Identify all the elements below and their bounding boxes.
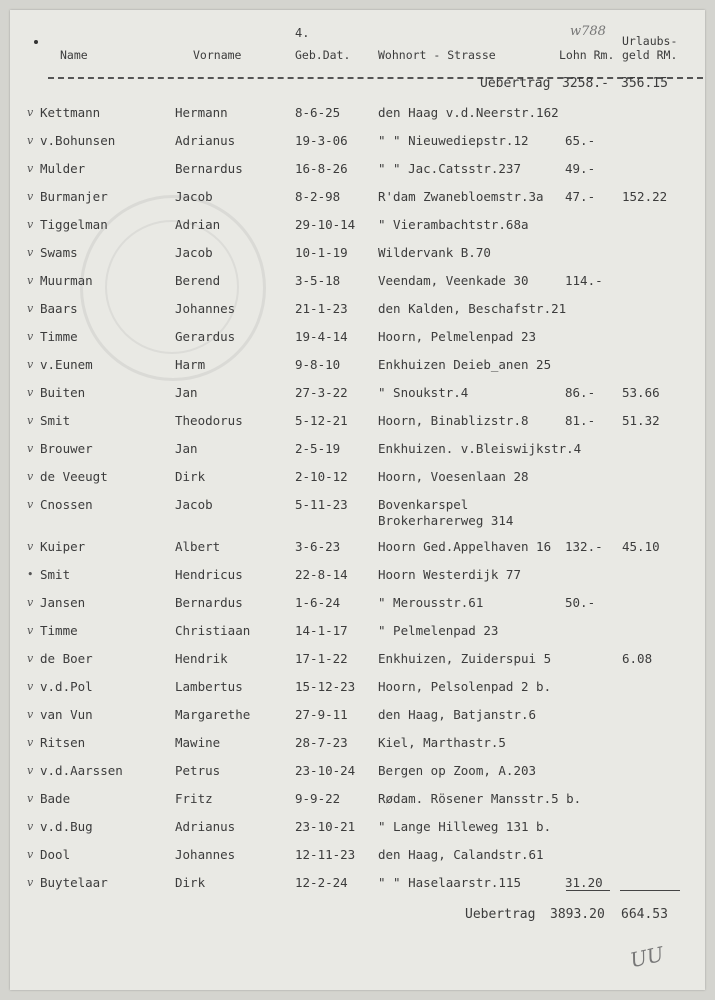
cell-lohn: 86.- <box>565 385 596 400</box>
check-mark: v <box>27 540 34 553</box>
cell-name: Kuiper <box>40 539 86 554</box>
cell-geb-dat: 10-1-19 <box>295 245 348 260</box>
cell-geb-dat: 9-8-10 <box>295 357 341 372</box>
check-mark: v <box>27 792 34 805</box>
table-row <box>10 763 705 783</box>
cell-vorname: Adrianus <box>175 133 236 148</box>
cell-vorname: Jacob <box>175 189 213 204</box>
check-mark: v <box>27 680 34 693</box>
corner-note: w788 <box>570 24 606 39</box>
check-mark: v <box>27 274 34 287</box>
cell-urlaub: 53.66 <box>622 385 660 400</box>
check-mark: v <box>27 820 34 833</box>
check-mark: v <box>27 218 34 231</box>
table-row <box>10 301 705 321</box>
table-row <box>10 133 705 153</box>
table-row <box>10 497 705 528</box>
cell-wohnort: Hoorn Ged.Appelhaven 16 <box>378 539 552 554</box>
cell-lohn: 31.20 <box>565 875 603 890</box>
check-mark: v <box>27 134 34 147</box>
cell-vorname: Gerardus <box>175 329 236 344</box>
table-row <box>10 707 705 727</box>
cell-name: Ritsen <box>40 735 86 750</box>
cell-name: Baars <box>40 301 78 316</box>
cell-name: Brouwer <box>40 441 93 456</box>
cell-urlaub: 152.22 <box>622 189 668 204</box>
punch-dot <box>34 40 38 44</box>
cell-geb-dat: 17-1-22 <box>295 651 348 666</box>
uebertrag-top-label: Uebertrag <box>480 76 551 91</box>
uebertrag-top-urlaub: 356.15 <box>621 76 668 91</box>
cell-vorname: Jacob <box>175 497 213 512</box>
table-row <box>10 413 705 433</box>
table-row <box>10 441 705 461</box>
cell-vorname: Christiaan <box>175 623 251 638</box>
cell-lohn: 132.- <box>565 539 603 554</box>
cell-name: van Vun <box>40 707 93 722</box>
cell-name: v.Bohunsen <box>40 133 116 148</box>
header-vorname: Vorname <box>193 48 242 62</box>
cell-vorname: Hendrik <box>175 651 228 666</box>
header-name: Name <box>60 48 88 62</box>
check-mark: v <box>27 876 34 889</box>
cell-wohnort: Hoorn, Binablizstr.8 <box>378 413 529 428</box>
cell-lohn: 50.- <box>565 595 596 610</box>
table-row <box>10 189 705 209</box>
cell-wohnort: Wildervank B.70 <box>378 245 491 260</box>
cell-wohnort: Veendam, Veenkade 30 <box>378 273 529 288</box>
cell-name: Cnossen <box>40 497 93 512</box>
cell-wohnort: " Merousstr.61 <box>378 595 484 610</box>
table-row <box>10 161 705 181</box>
check-mark: v <box>27 624 34 637</box>
cell-geb-dat: 19-3-06 <box>295 133 348 148</box>
cell-wohnort: den Haag v.d.Neerstr.162 <box>378 105 559 120</box>
cell-geb-dat: 15-12-23 <box>295 679 356 694</box>
page-number: 4. <box>295 26 310 40</box>
table-row <box>10 539 705 559</box>
check-mark: v <box>27 848 34 861</box>
document-page <box>10 10 705 990</box>
cell-geb-dat: 16-8-26 <box>295 161 348 176</box>
cell-geb-dat: 28-7-23 <box>295 735 348 750</box>
cell-geb-dat: 27-3-22 <box>295 385 348 400</box>
check-mark: v <box>27 330 34 343</box>
check-mark: v <box>27 386 34 399</box>
table-row <box>10 819 705 839</box>
cell-name: Timme <box>40 623 78 638</box>
cell-wohnort: Enkhuizen. v.Bleiswijkstr.4 <box>378 441 582 456</box>
cell-wohnort: " Pelmelenpad 23 <box>378 623 499 638</box>
check-mark: v <box>27 246 34 259</box>
table-row <box>10 735 705 755</box>
cell-vorname: Jan <box>175 385 198 400</box>
cell-wohnort: " " Haselaarstr.115 <box>378 875 521 890</box>
table-row <box>10 469 705 489</box>
cell-name: Muurman <box>40 273 93 288</box>
handwritten-initials: UU <box>627 941 666 973</box>
cell-geb-dat: 21-1-23 <box>295 301 348 316</box>
table-row <box>10 651 705 671</box>
sum-rule-lohn <box>566 890 610 891</box>
cell-wohnort: Enkhuizen Deieb_anen 25 <box>378 357 552 372</box>
cell-geb-dat: 1-6-24 <box>295 595 341 610</box>
cell-vorname: Harm <box>175 357 206 372</box>
cell-geb-dat: 29-10-14 <box>295 217 356 232</box>
cell-lohn: 114.- <box>565 273 603 288</box>
cell-name: v.d.Bug <box>40 819 93 834</box>
cell-vorname: Jacob <box>175 245 213 260</box>
cell-vorname: Adrianus <box>175 819 236 834</box>
table-row <box>10 329 705 349</box>
cell-wohnort: " Snoukstr.4 <box>378 385 469 400</box>
cell-vorname: Albert <box>175 539 221 554</box>
cell-geb-dat: 8-2-98 <box>295 189 341 204</box>
cell-geb-dat: 14-1-17 <box>295 623 348 638</box>
cell-urlaub: 51.32 <box>622 413 660 428</box>
check-mark: v <box>27 442 34 455</box>
header-wohnort: Wohnort - Strasse <box>378 48 496 62</box>
cell-wohnort: den Haag, Batjanstr.6 <box>378 707 537 722</box>
cell-vorname: Dirk <box>175 875 206 890</box>
cell-name: Buiten <box>40 385 86 400</box>
cell-name: Smit <box>40 567 71 582</box>
cell-wohnort: den Haag, Calandstr.61 <box>378 847 544 862</box>
cell-wohnort: " Lange Hilleweg 131 b. <box>378 819 552 834</box>
header-geb: Geb.Dat. <box>295 48 351 62</box>
check-mark: v <box>27 708 34 721</box>
cell-name: Jansen <box>40 595 86 610</box>
check-mark: v <box>27 302 34 315</box>
cell-name: Tiggelman <box>40 217 108 232</box>
table-row <box>10 679 705 699</box>
table-row <box>10 273 705 293</box>
table-row <box>10 875 705 895</box>
cell-vorname: Jan <box>175 441 198 456</box>
cell-geb-dat: 12-11-23 <box>295 847 356 862</box>
cell-lohn: 47.- <box>565 189 596 204</box>
cell-name: Swams <box>40 245 78 260</box>
cell-name: Kettmann <box>40 105 101 120</box>
cell-wohnort: Bergen op Zoom, A.203 <box>378 763 537 778</box>
check-mark: v <box>27 596 34 609</box>
cell-vorname: Margarethe <box>175 707 251 722</box>
header-urlaub-1: Urlaubs- <box>622 34 678 48</box>
check-mark: v <box>27 652 34 665</box>
cell-wohnort: Rødam. Rösener Mansstr.5 b. <box>378 791 582 806</box>
cell-wohnort: Hoorn, Pelsolenpad 2 b. <box>378 679 552 694</box>
cell-urlaub: 6.08 <box>622 651 653 666</box>
cell-lohn: 65.- <box>565 133 596 148</box>
cell-geb-dat: 2-5-19 <box>295 441 341 456</box>
cell-vorname: Hendricus <box>175 567 243 582</box>
check-mark: v <box>27 764 34 777</box>
cell-name: v.d.Aarssen <box>40 763 123 778</box>
cell-vorname: Johannes <box>175 847 236 862</box>
cell-name: de Veeugt <box>40 469 108 484</box>
cell-lohn: 81.- <box>565 413 596 428</box>
cell-geb-dat: 12-2-24 <box>295 875 348 890</box>
cell-geb-dat: 5-12-21 <box>295 413 348 428</box>
cell-wohnort: Kiel, Marthastr.5 <box>378 735 506 750</box>
cell-name: v.d.Pol <box>40 679 93 694</box>
cell-wohnort: " " Nieuwediepstr.12 <box>378 133 529 148</box>
header-lohn: Lohn Rm. <box>559 48 615 62</box>
table-row <box>10 623 705 643</box>
check-mark: v <box>27 162 34 175</box>
cell-vorname: Hermann <box>175 105 228 120</box>
cell-wohnort: Enkhuizen, Zuiderspui 5 <box>378 651 552 666</box>
cell-geb-dat: 22-8-14 <box>295 567 348 582</box>
table-row <box>10 357 705 377</box>
cell-name: Timme <box>40 329 78 344</box>
table-row <box>10 217 705 237</box>
cell-name: Bade <box>40 791 71 806</box>
cell-geb-dat: 8-6-25 <box>295 105 341 120</box>
table-row <box>10 595 705 615</box>
cell-vorname: Dirk <box>175 469 206 484</box>
check-mark: v <box>27 358 34 371</box>
cell-name: Dool <box>40 847 71 862</box>
cell-geb-dat: 23-10-24 <box>295 763 356 778</box>
cell-vorname: Bernardus <box>175 595 243 610</box>
cell-vorname: Mawine <box>175 735 221 750</box>
table-row <box>10 847 705 867</box>
uebertrag-bottom-urlaub: 664.53 <box>621 907 668 922</box>
cell-name: Buytelaar <box>40 875 108 890</box>
cell-wohnort: den Kalden, Beschafstr.21 <box>378 301 567 316</box>
cell-geb-dat: 2-10-12 <box>295 469 348 484</box>
cell-vorname: Theodorus <box>175 413 243 428</box>
cell-geb-dat: 9-9-22 <box>295 791 341 806</box>
table-row <box>10 567 705 587</box>
check-mark: v <box>27 414 34 427</box>
check-mark: v <box>27 190 34 203</box>
cell-vorname: Fritz <box>175 791 213 806</box>
cell-name: Burmanjer <box>40 189 108 204</box>
cell-name: Smit <box>40 413 71 428</box>
uebertrag-bottom-lohn: 3893.20 <box>550 907 605 922</box>
cell-vorname: Lambertus <box>175 679 243 694</box>
cell-wohnort-line2: Brokerharerweg 314 <box>378 513 514 528</box>
cell-wohnort: R'dam Zwanebloemstr.3a <box>378 189 544 204</box>
cell-wohnort: Bovenkarspel <box>378 497 469 512</box>
cell-name: Mulder <box>40 161 86 176</box>
cell-vorname: Petrus <box>175 763 221 778</box>
cell-name: de Boer <box>40 651 93 666</box>
cell-geb-dat: 3-5-18 <box>295 273 341 288</box>
cell-geb-dat: 3-6-23 <box>295 539 341 554</box>
check-mark: v <box>27 470 34 483</box>
sum-rule-urlaub <box>620 890 680 891</box>
check-mark: v <box>27 736 34 749</box>
check-mark: v <box>27 106 34 119</box>
cell-vorname: Adrian <box>175 217 221 232</box>
cell-vorname: Berend <box>175 273 221 288</box>
uebertrag-top-lohn: 3258.- <box>562 76 609 91</box>
cell-wohnort: Hoorn, Pelmelenpad 23 <box>378 329 537 344</box>
cell-urlaub: 45.10 <box>622 539 660 554</box>
cell-geb-dat: 5-11-23 <box>295 497 348 512</box>
cell-wohnort: " Vierambachtstr.68a <box>378 217 529 232</box>
cell-wohnort: Hoorn Westerdijk 77 <box>378 567 521 582</box>
cell-wohnort: Hoorn, Voesenlaan 28 <box>378 469 529 484</box>
table-row <box>10 105 705 125</box>
cell-geb-dat: 19-4-14 <box>295 329 348 344</box>
table-row <box>10 245 705 265</box>
cell-lohn: 49.- <box>565 161 596 176</box>
cell-name: v.Eunem <box>40 357 93 372</box>
cell-vorname: Johannes <box>175 301 236 316</box>
uebertrag-bottom-label: Uebertrag <box>465 907 536 922</box>
check-mark: • <box>27 568 34 581</box>
table-row <box>10 385 705 405</box>
header-urlaub-2: geld RM. <box>622 48 678 62</box>
cell-geb-dat: 27-9-11 <box>295 707 348 722</box>
cell-wohnort: " " Jac.Catsstr.237 <box>378 161 521 176</box>
check-mark: v <box>27 498 34 511</box>
cell-vorname: Bernardus <box>175 161 243 176</box>
table-row <box>10 791 705 811</box>
cell-geb-dat: 23-10-21 <box>295 819 356 834</box>
